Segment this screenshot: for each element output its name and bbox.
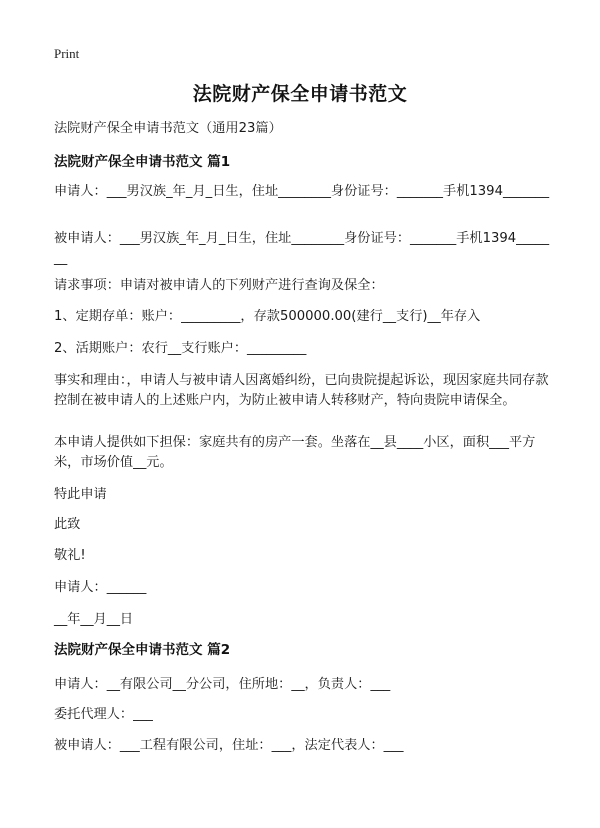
- paragraph-fixed-deposit: 1、定期存单：账户：_________，存款500000.00(建行__支行)__年存入: [54, 309, 481, 324]
- print-link[interactable]: Print: [54, 46, 80, 61]
- paragraph-request: 请求事项：申请对被申请人的下列财产进行查询及保全：: [54, 278, 384, 293]
- paragraph-signature: 申请人：______: [54, 580, 147, 595]
- paragraph-current-account: 2、活期账户：农行__支行账户：_________: [54, 341, 307, 356]
- paragraph-agent: 委托代理人：___: [54, 707, 153, 722]
- intro-text: 法院财产保全申请书范文（通用23篇）: [54, 121, 282, 136]
- paragraph-closing-1: 特此申请: [54, 487, 107, 502]
- paragraph-applicant-2: 申请人：__有限公司__分公司，住所地：__，负责人：___: [54, 677, 391, 692]
- paragraph-guarantee: 本申请人提供如下担保：家庭共有的房产一套。坐落在__县____小区，面积___平方米，市场价值__元。: [54, 435, 536, 470]
- paragraph-facts: 事实和理由：，申请人与被申请人因离婚纠纷，已向贵院提起诉讼，现因家庭共同存款控制在被申请人的上述账户内，为防止被申请人转移财产，特向贵院申请保全。: [54, 373, 549, 408]
- paragraph-date: __年__月__日: [54, 612, 134, 627]
- section-heading-1: 法院财产保全申请书范文 篇1: [54, 154, 231, 170]
- paragraph-closing-2: 此致: [54, 517, 81, 532]
- paragraph-respondent-2: 被申请人：___工程有限公司，住址：___，法定代表人：___: [54, 738, 404, 753]
- paragraph-applicant: 申请人：___男汉族_年_月_日生，住址________身份证号：_______手机1394_______: [54, 184, 550, 199]
- section-heading-2: 法院财产保全申请书范文 篇2: [54, 642, 231, 658]
- paragraph-respondent: 被申请人：___男汉族_年_月_日生，住址________身份证号：_______手机1394_______: [54, 231, 550, 266]
- paragraph-closing-3: 敬礼!: [54, 548, 86, 563]
- page-title: 法院财产保全申请书范文: [192, 83, 408, 105]
